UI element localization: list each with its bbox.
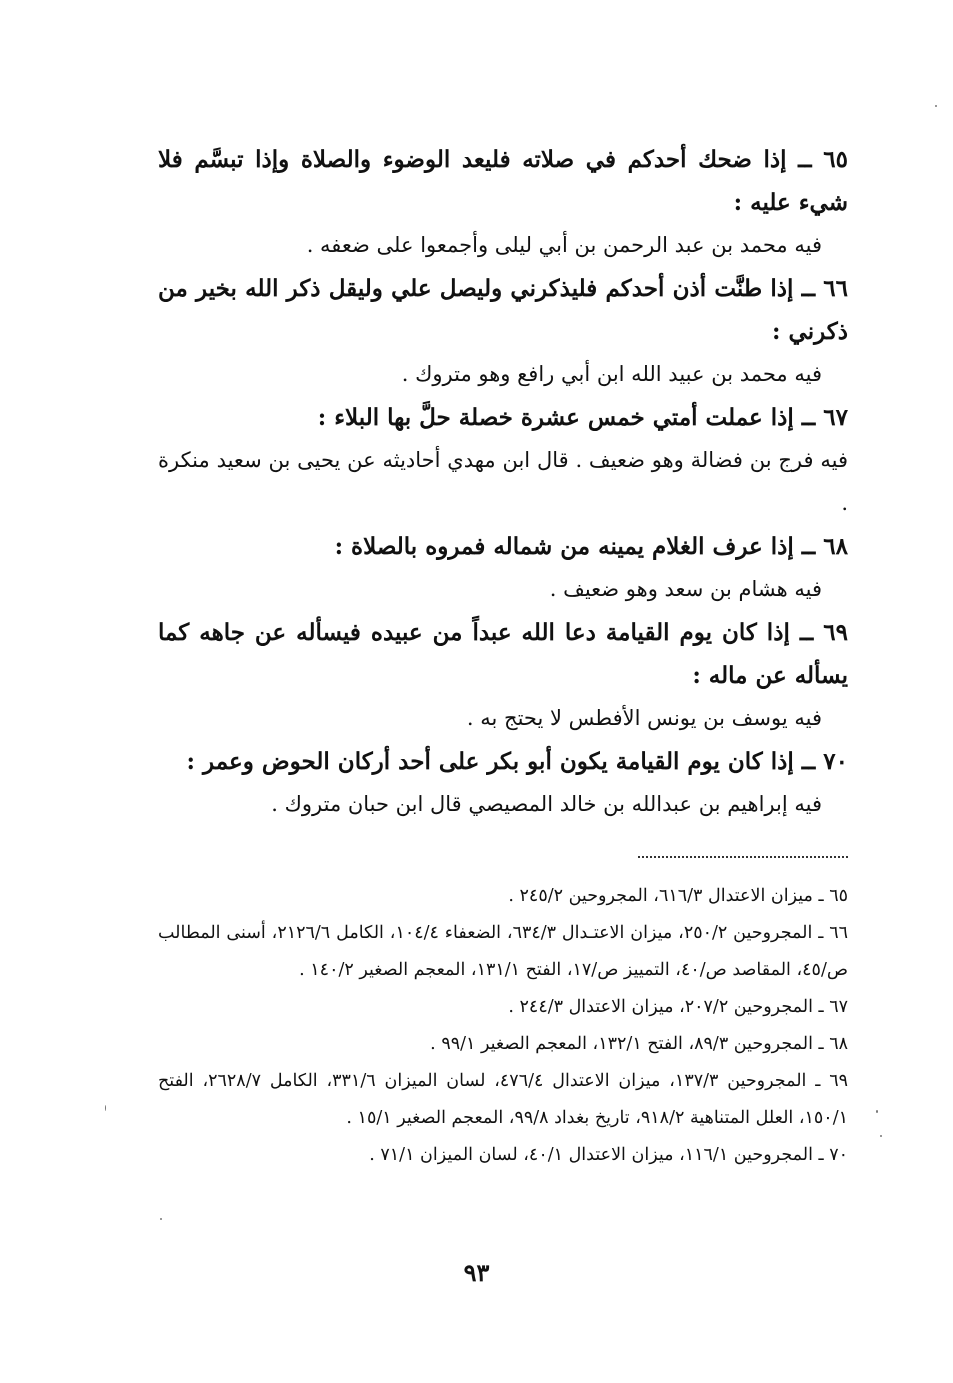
- scan-speck: [876, 1110, 878, 1113]
- hadith-note: فيه فرج بن فضالة وهو ضعيف . قال ابن مهدي أحاديثه عن يحيى بن سعيد منكرة .: [158, 448, 848, 515]
- scan-speck: [160, 1218, 162, 1220]
- hadith-heading: ٦٦ ــ إذا طنَّت أذن أحدكم فليذكرني وليصل علي وليقل ذكر الله بخير من ذكرني :: [158, 275, 849, 345]
- hadith-note: فيه هشام بن سعد وهو ضعيف .: [549, 577, 822, 601]
- entry-68: [158, 525, 848, 611]
- hadith-heading: ٦٩ ــ إذا كان يوم القيامة دعا الله عبداً من عبيده فيسأله عن جاهه كما يسأله عن ماله :: [158, 619, 848, 689]
- scan-speck: [105, 1105, 106, 1111]
- footnote-69: ٦٩ ـ المجروحين ١٣٧/٣، ميزان الاعتدال ٤٧٦/٤، لسان الميزان ٣٣١/٦، الكامل ٢٦٢٨/٧، الفتح ١٥٠/١، العلل المتناهية ٩١٨/٢، تاريخ بغداد ٩٩/٨، المعجم الصغير ١٥/١ .: [158, 1071, 848, 1128]
- hadith-note: فيه يوسف بن يونس الأفطس لا يحتج به .: [466, 706, 822, 730]
- hadith-heading: ٦٧ ــ إذا عملت أمتي خمس عشرة خصلة حلَّ بها البلاء :: [317, 404, 848, 431]
- main-text: [158, 138, 848, 826]
- entry-66: [158, 267, 848, 396]
- entry-65: [158, 138, 848, 267]
- footnote-67: ٦٧ ـ المجروحين ٢٠٧/٢، ميزان الاعتدال ٢٤٤/٣ .: [508, 997, 848, 1017]
- page-number: ٩٣: [463, 1258, 490, 1287]
- hadith-heading: ٦٨ ــ إذا عرف الغلام يمينه من شماله فمروه بالصلاة :: [334, 533, 848, 560]
- footnotes: [158, 878, 848, 1174]
- entry-69: [158, 611, 848, 740]
- scan-speck: [935, 105, 937, 107]
- entry-67: [158, 396, 848, 525]
- hadith-heading: ٧٠ ــ إذا كان يوم القيامة يكون أبو بكر على أحد أركان الحوض وعمر :: [186, 748, 848, 775]
- hadith-note: فيه محمد بن عبيد الله ابن أبي رافع وهو متروك .: [401, 362, 822, 386]
- entry-70: [158, 740, 848, 826]
- footnote-68: ٦٨ ـ المجروحين ٨٩/٣، الفتح ١٣٢/١، المعجم الصغير ٩٩/١ .: [430, 1034, 848, 1054]
- footnote-separator: [638, 856, 848, 858]
- hadith-note: فيه محمد بن عبد الرحمن بن أبي ليلى وأجمعوا على ضعفه .: [306, 233, 822, 257]
- scan-speck: [880, 1135, 882, 1137]
- footnote-70: ٧٠ ـ المجروحين ١١٦/١، ميزان الاعتدال ٤٠/١، لسان الميزان ٧١/١ .: [369, 1145, 848, 1165]
- hadith-note: فيه إبراهيم بن عبدالله بن خالد المصيصي قال ابن حبان متروك .: [271, 792, 822, 816]
- footnote-65: ٦٥ ـ ميزان الاعتدال ٦١٦/٣، المجروحين ٢٤٥/٢ .: [508, 886, 848, 906]
- footnote-66: ٦٦ ـ المجروحين ٢٥٠/٢، ميزان الاعتـدال ٦٣٤/٣، الضعفاء ١٠٤/٤، الكامل ٢١٢٦/٦، أسنى المطالب ص/٤٥، المقاصد ص/٤٠، التمييز ص/١٧، الفتح ١٣١/١، المعجم الصغير ١٤٠/٢ .: [158, 923, 849, 980]
- hadith-heading: ٦٥ ــ إذا ضحك أحدكم في صلاته فليعد الوضوء والصلاة وإذا تبسَّم فلا شيء عليه :: [158, 146, 848, 216]
